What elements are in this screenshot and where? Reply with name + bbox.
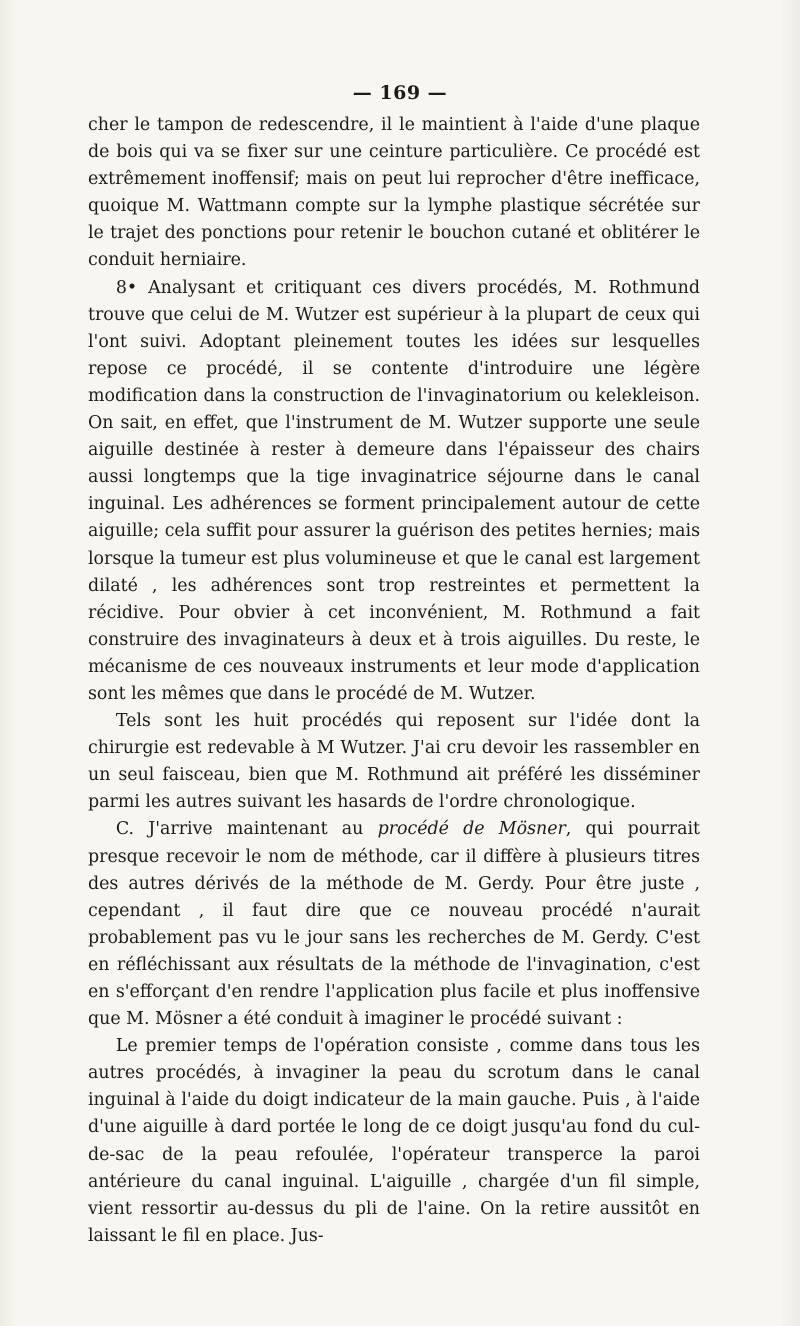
- paragraph-2: 8• Analysant et critiquant ces divers procédés, M. Rothmund trouve que celui de M. Wutzer est supérieur à la plupart de ceux qui l'ont suivi. Adoptant pleinement toutes les idées sur lesquelles repose ce procédé, il se contente d'introduire une légère modification dans la construction de l'invaginatorium ou kelekleison. On sait, en effet, que l'instrument de M. Wutzer supporte une seule aiguille destinée à rester à demeure dans l'épaisseur des chairs aussi longtemps que la tige invaginatrice séjourne dans le canal inguinal. Les adhérences se forment principalement autour de cette aiguille; cela suffit pour assurer la guérison des petites hernies; mais lorsque la tumeur est plus volumineuse et que le canal est largement dilaté , les adhérences sont trop restreintes et permettent la récidive. Pour obvier à cet inconvénient, M. Rothmund a fait construire des invaginateurs à deux et à trois aiguilles. Du reste, le mécanisme de ces nouveaux instruments et leur mode d'application sont les mêmes que dans le procédé de M. Wutzer.: [88, 277, 700, 704]
- paragraph-3: Tels sont les huit procédés qui reposent sur l'idée dont la chirurgie est redevable à M Wutzer. J'ai cru devoir les rassembler en un seul faisceau, bien que M. Rothmund ait préféré les disséminer parmi les autres suivant les hasards de l'ordre chronologique.: [88, 711, 700, 813]
- page-number: — 169 —: [352, 82, 448, 104]
- paragraph-4-italic: procédé de Mösner: [377, 819, 566, 840]
- paragraph-5: Le premier temps de l'opération consiste , comme dans tous les autres procédés, à invaginer la peau du scrotum dans le canal inguinal à l'aide du doigt indicateur de la main gauche. Puis , à l'aide d'une aiguille à dard portée le long de ce doigt jusqu'au fond du cul-de-sac de la peau refoulée, l'opérateur transperce la paroi antérieure du canal inguinal. L'aiguille , chargée d'un fil simple, vient ressortir au-dessus du pli de l'aine. On la retire aussitôt en laissant le fil en place. Jus-: [88, 1036, 700, 1246]
- paragraph-1: cher le tampon de redescendre, il le maintient à l'aide d'une plaque de bois qui va se fixer sur une ceinture particulière. Ce procédé est extrêmement inoffensif; mais on peut lui reprocher d'être inefficace, quoique M. Wattmann compte sur la lymphe plastique sécrétée sur le trajet des ponctions pour retenir le bouchon cutané et oblitérer le conduit herniaire.: [88, 115, 700, 271]
- paragraph-4-before: C. J'arrive maintenant au: [115, 819, 378, 840]
- body-text: [88, 112, 700, 1250]
- paragraph-4: [88, 816, 700, 1033]
- paragraph-4-after: , qui pourrait presque recevoir le nom de méthode, car il diffère à plusieurs titres des autres dérivés de la méthode de M. Gerdy. Pour être juste , cependant , il faut dire que ce nouveau procédé n'aurait probablement pas vu le jour sans les recherches de M. Gerdy. C'est en réfléchissant aux résultats de la méthode de l'invagination, c'est en s'efforçant d'en rendre l'application plus facile et plus inoffensive que M. Mösner a été conduit à imaginer le procédé suivant :: [88, 819, 700, 1030]
